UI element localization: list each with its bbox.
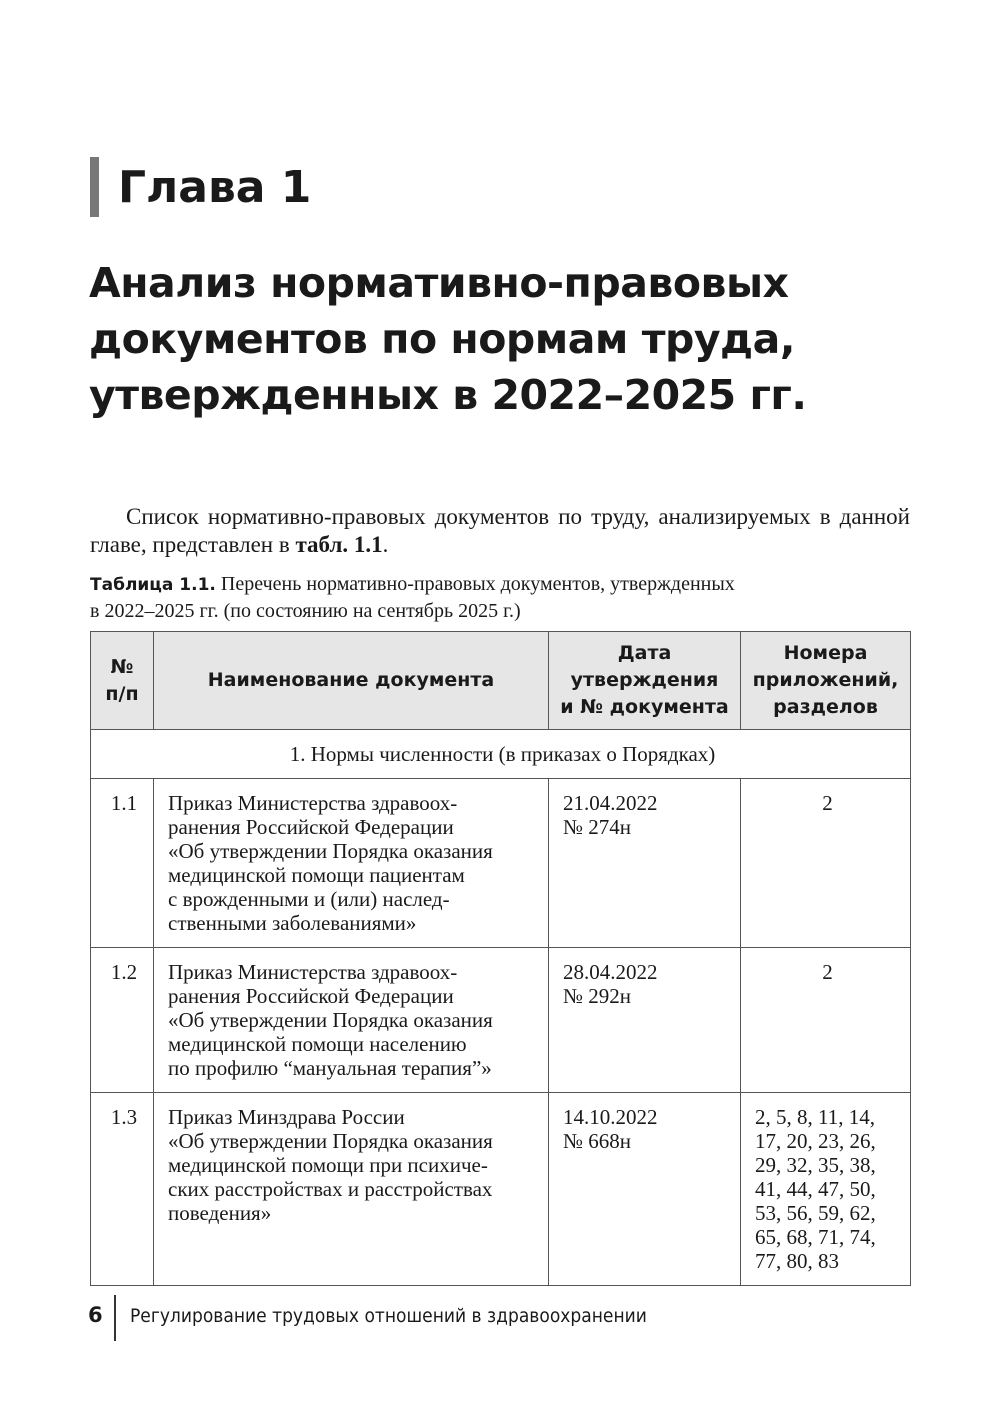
table-section-row — [91, 730, 911, 779]
header-num: № п/п — [91, 632, 154, 730]
footer-divider — [114, 1295, 116, 1341]
row-num: 1.2 — [91, 948, 154, 1093]
header-date: Дата утверждения и № документа — [549, 632, 741, 730]
row-document-name: Приказ Минздрава России «Об утверждении Порядка оказания медицинской помощи при психиче- ских расстройствах и расстройствах поведения» — [154, 1093, 549, 1286]
table-reference: табл. 1.1 — [295, 532, 383, 557]
running-title: Регулирование трудовых отношений в здравоохранении — [130, 1305, 647, 1327]
chapter-title-line: утвержденных в 2022–2025 гг. — [89, 371, 807, 419]
table-row — [91, 1093, 911, 1286]
table-header-row — [91, 632, 911, 730]
intro-text: Список нормативно-правовых документов по труду, анализируемых в данной главе, представлен в — [90, 504, 910, 557]
table-caption-text: в 2022–2025 гг. (по состоянию на сентябрь 2025 г.) — [90, 600, 521, 622]
table-caption-text: Перечень нормативно-правовых документов, утвержденных — [215, 573, 735, 595]
chapter-marker-bar — [90, 157, 99, 217]
row-num: 1.3 — [91, 1093, 154, 1286]
row-appendix: 2 — [741, 948, 911, 1093]
table-caption-label: Таблица 1.1. — [90, 575, 216, 595]
chapter-title-line: Анализ нормативно-правовых — [89, 259, 789, 307]
row-appendix: 2, 5, 8, 11, 14, 17, 20, 23, 26, 29, 32, 35, 38, 41, 44, 47, 50, 53, 56, 59, 62, 65, 68, 71, 74, 77, 80, 83 — [741, 1093, 911, 1286]
chapter-label: Глава 1 — [118, 162, 312, 213]
table-row — [91, 779, 911, 948]
row-date: 14.10.2022 № 668н — [549, 1093, 741, 1286]
row-num: 1.1 — [91, 779, 154, 948]
header-appendix: Номера приложений, разделов — [741, 632, 911, 730]
row-date: 21.04.2022 № 274н — [549, 779, 741, 948]
row-date: 28.04.2022 № 292н — [549, 948, 741, 1093]
header-document-name: Наименование документа — [154, 632, 549, 730]
documents-table — [90, 631, 911, 1286]
intro-paragraph — [90, 503, 910, 559]
page-number: 6 — [88, 1303, 103, 1327]
row-document-name: Приказ Министерства здравоох- ранения Российской Федерации «Об утверждении Порядка оказания медицинской помощи пациентам с врожденными и (или) наслед- ственными заболеваниями» — [154, 779, 549, 948]
section-title: 1. Нормы численности (в приказах о Порядках) — [91, 730, 911, 779]
chapter-title-line: документов по нормам труда, — [89, 315, 795, 363]
row-appendix: 2 — [741, 779, 911, 948]
intro-text-end: . — [382, 532, 389, 557]
table-row — [91, 948, 911, 1093]
table-caption — [90, 571, 910, 624]
chapter-title — [89, 255, 919, 423]
row-document-name: Приказ Министерства здравоох- ранения Российской Федерации «Об утверждении Порядка оказания медицинской помощи населению по профилю “мануальная терапия”» — [154, 948, 549, 1093]
